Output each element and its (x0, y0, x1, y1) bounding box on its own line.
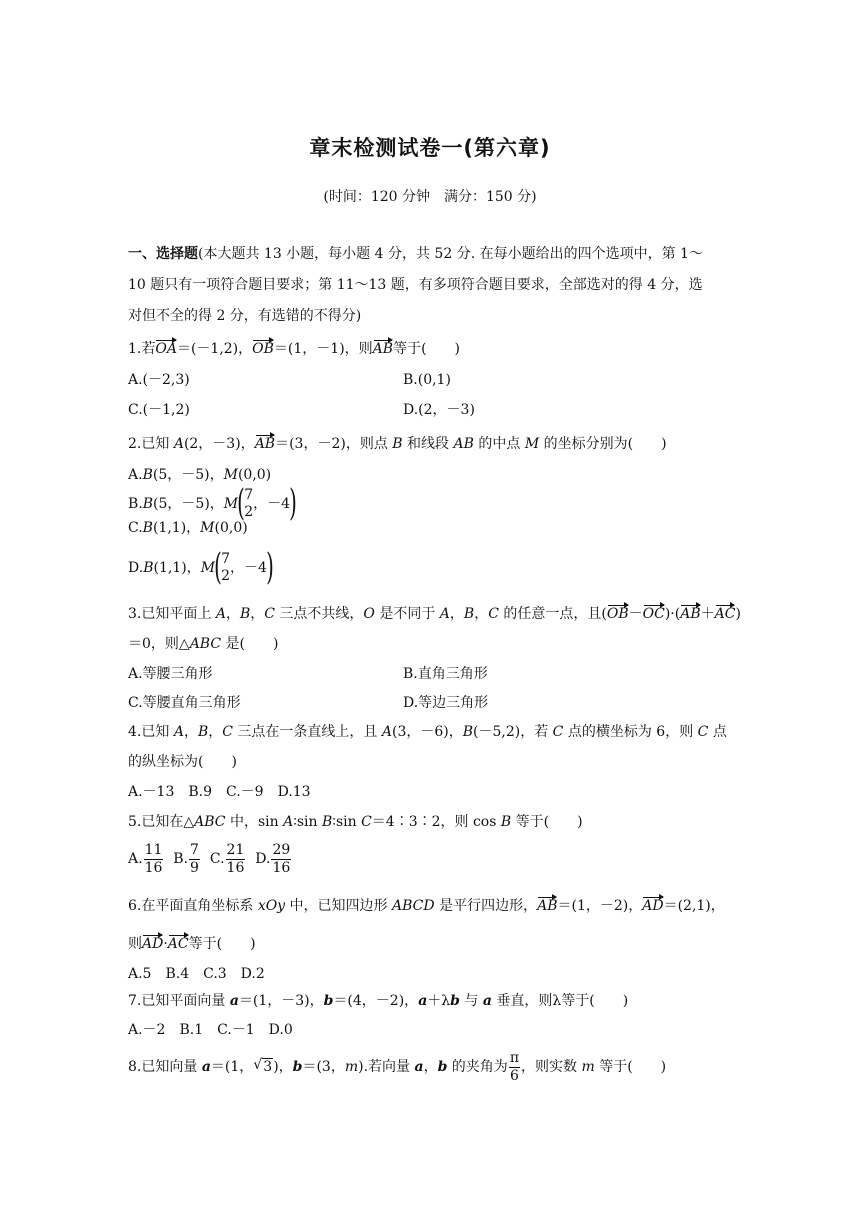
vector-ac: AC (167, 936, 189, 952)
question-8 (128, 1048, 666, 1086)
q-text: 等于( ) (511, 814, 583, 830)
frac-den: 6 (509, 1067, 519, 1084)
q6-options: A.5 B.4 C.3 D.2 (128, 966, 265, 982)
vector-a: a (482, 993, 492, 1009)
question-6 (128, 896, 725, 916)
q-var: B (143, 560, 154, 576)
q2-option-b (128, 483, 297, 524)
frac-num: 29 (272, 841, 291, 858)
q-text: A. (128, 467, 143, 483)
q-text: 3.已知平面上 (128, 606, 216, 622)
q-var: xOy (257, 898, 286, 914)
q-text: ， (208, 724, 223, 740)
q-text: 和线段 (402, 436, 454, 452)
q-text: (0,0) (237, 467, 272, 483)
q-text: ＝0，则△ (128, 636, 190, 652)
q-var: C (488, 606, 499, 622)
q-text: 4.已知 (128, 724, 174, 740)
q-var: B (392, 436, 403, 452)
q-var: A (215, 606, 226, 622)
q7-options: A.－2 B.1 C.－1 D.0 (128, 1022, 293, 1038)
vector-a: a (418, 993, 428, 1009)
q-var: B (463, 606, 475, 622)
q-text: ， (474, 606, 489, 622)
vector-ob: OB (606, 606, 629, 622)
open-paren: ( (237, 483, 246, 524)
q-var: B (197, 724, 209, 740)
q-text: ).若向量 (358, 1059, 415, 1075)
q-text: ， (423, 1059, 438, 1075)
fraction (271, 842, 291, 877)
q-var: C (697, 724, 709, 740)
q-text: A. (128, 851, 143, 867)
q1-option-a: A.(－2,3) (128, 372, 190, 388)
vector-b: b (323, 993, 334, 1009)
q-text: ，－4 (230, 560, 267, 576)
frac-num: 7 (244, 487, 254, 503)
q-text: 的任意一点，且( (498, 606, 607, 622)
section-desc-2: 10 题只有一项符合题目要求；第 11～13 题，有多项符合题目要求，全部选对的得 4 分，选 (128, 277, 703, 293)
q-text: (5，－5)， (152, 467, 224, 483)
vector-oa: OA (155, 341, 177, 357)
frac-num: 7 (190, 841, 199, 858)
q-text: 1.若 (128, 341, 156, 357)
q2-option-a (128, 465, 271, 485)
vector-ad: AD (642, 898, 664, 914)
vector-ab: AB (537, 898, 558, 914)
q-text: ＝4∶3∶2，则 cos (371, 814, 501, 830)
vector-ac: AC (714, 606, 736, 622)
q-text: (5，－5)， (153, 496, 224, 512)
q-var: C (222, 724, 233, 740)
q-var: M (200, 520, 215, 536)
q-text: ， (250, 606, 265, 622)
close-paren: ) (266, 547, 274, 588)
q-text: － (628, 606, 643, 622)
frac-den: 16 (144, 859, 163, 876)
frac-den: 9 (190, 859, 199, 876)
q-text: (1,1)， (153, 560, 201, 576)
q-var: B (239, 606, 251, 622)
q-var: B (462, 724, 474, 740)
q-text: ， (449, 606, 464, 622)
section-desc-3: 对但不全的得 2 分，有选错的不得分) (128, 308, 362, 324)
q-text: ＝(－1,2)， (176, 341, 253, 357)
q-text: C. (209, 851, 225, 867)
question-1 (128, 339, 460, 359)
q1-option-d: D.(2，－3) (403, 402, 475, 418)
q-var: A (173, 436, 184, 452)
q-var: O (363, 606, 375, 622)
frac-num: 21 (226, 841, 245, 858)
fraction (244, 487, 253, 521)
q-text: 等于( ) (594, 1059, 667, 1075)
q-text: ＋λ (427, 993, 451, 1009)
q4-options: A.－13 B.9 C.－9 D.13 (128, 784, 311, 800)
fraction (189, 842, 200, 877)
section-desc-1: (本大题共 13 小题，每小题 4 分，共 52 分. 在每小题给出的四个选项中，第 1～ (198, 246, 703, 262)
q-text: ，则实数 (521, 1059, 582, 1075)
q3-option-d: D.等边三角形 (403, 695, 489, 711)
q-text: C. (128, 520, 143, 536)
q-text: )， (273, 1059, 293, 1075)
exam-info: (时间：120 分钟 满分：150 分) (323, 189, 537, 205)
q-var: A (381, 724, 392, 740)
q-var: B (500, 814, 512, 830)
q-var: m (344, 1059, 359, 1075)
vector-a: a (201, 1059, 211, 1075)
q-text: 等于( ) (393, 341, 461, 357)
q-text: 中，sin (225, 814, 284, 830)
q-text: 中，已知四边形 (285, 898, 393, 914)
q-text: 三点不共线， (274, 606, 364, 622)
q-text: ＝(3，－2)，则点 (275, 436, 393, 452)
page-title: 章末检测试卷一(第六章) (309, 136, 551, 160)
q-text: ＝(1，－1)，则 (273, 341, 373, 357)
q-text: 7.已知平面向量 (128, 993, 230, 1009)
fraction (144, 842, 164, 877)
sqrt (253, 1048, 273, 1086)
q3-option-b: B.直角三角形 (403, 666, 488, 682)
q-var: A (173, 724, 184, 740)
vector-oc: OC (642, 606, 665, 622)
q-text: 是( ) (221, 636, 279, 652)
q-text: 是不同于 (374, 606, 440, 622)
q-var: M (223, 467, 238, 483)
q3-option-a: A.等腰三角形 (128, 666, 213, 682)
q-text: 点的横坐标为 6，则 (563, 724, 698, 740)
frac-den: 16 (226, 859, 245, 876)
q-text: ∶sin (332, 814, 362, 830)
q-text: 2.已知 (128, 436, 174, 452)
q-var: B (142, 496, 154, 512)
q-var: M (524, 436, 540, 452)
question-2 (128, 434, 667, 454)
q-text: (2，－3)， (183, 436, 255, 452)
q-text: (1,1)， (152, 520, 201, 536)
q-text: ， (225, 606, 240, 622)
vector-ab: AB (372, 341, 394, 357)
fraction (226, 842, 246, 877)
q-var: C (361, 814, 372, 830)
q-var: m (581, 1059, 595, 1075)
q-text: 点 (708, 724, 727, 740)
q-text: D. (128, 560, 144, 576)
fraction (509, 1050, 520, 1085)
q-text: ＋ (700, 606, 715, 622)
q-text: ，－4 (253, 496, 291, 512)
question-7 (128, 991, 628, 1011)
q-text: ＝(4，－2)， (333, 993, 419, 1009)
q-text: 三点在一条直线上，且 (232, 724, 382, 740)
q-text: 的坐标分别为( ) (539, 436, 667, 452)
q-text: ＝(1， (210, 1059, 254, 1075)
q-text: 的中点 (473, 436, 525, 452)
q5-options (128, 840, 292, 878)
q-text: 8.已知向量 (128, 1059, 202, 1075)
section-heading: 一、选择题 (128, 246, 198, 262)
q-text: 是平行四边形， (434, 898, 538, 914)
vector-a: a (229, 993, 239, 1009)
q2-option-c (128, 518, 248, 538)
fraction (221, 551, 230, 585)
q-text: (－5,2)，若 (473, 724, 553, 740)
q-var: AB (453, 436, 474, 452)
frac-den: 2 (244, 504, 254, 520)
q-text: ＝(1，－2)， (557, 898, 643, 914)
q-text: ) (735, 606, 741, 622)
q-var: C (264, 606, 275, 622)
q-var: ABC (189, 636, 222, 652)
q1-option-b: B.(0,1) (403, 372, 451, 388)
q-text: B. (173, 851, 189, 867)
q-text: B. (128, 496, 143, 512)
question-4-line-2: 的纵坐标为( ) (128, 754, 237, 770)
q-text: ＝(3， (302, 1059, 345, 1075)
q-text: 6.在平面直角坐标系 (128, 898, 258, 914)
frac-den: 16 (272, 859, 291, 876)
question-6-line-2 (128, 934, 256, 954)
q-text: ， (183, 724, 198, 740)
q3-option-c: C.等腰直角三角形 (128, 695, 241, 711)
q-text: ＝(2,1)， (663, 898, 725, 914)
vector-b: b (292, 1059, 303, 1075)
q-text: 与 (459, 993, 483, 1009)
q-var: A (283, 814, 294, 830)
vector-b: b (437, 1059, 448, 1075)
question-5 (128, 812, 583, 832)
q-var: A (439, 606, 450, 622)
q-var: B (142, 520, 153, 536)
q-var: M (200, 560, 216, 576)
vector-a: a (414, 1059, 424, 1075)
q-var: ABCD (392, 898, 435, 914)
close-paren: ) (289, 483, 297, 524)
vector-ob: OB (252, 341, 274, 357)
q-var: B (322, 814, 333, 830)
frac-num: π (509, 1049, 520, 1066)
vector-ab: AB (680, 606, 701, 622)
q-text: 等于( ) (188, 936, 256, 952)
vector-b: b (450, 993, 460, 1009)
question-3 (128, 604, 741, 624)
question-4 (128, 722, 727, 742)
q-text: (3，－6)， (391, 724, 463, 740)
vector-ad: AD (142, 936, 164, 952)
q-var: M (223, 496, 239, 512)
q-var: C (552, 724, 564, 740)
q-text: ＝(1，－3)， (238, 993, 324, 1009)
q-text: D. (255, 851, 271, 867)
section-header (128, 244, 703, 264)
q-var: ABC (194, 814, 226, 830)
q1-option-c: C.(－1,2) (128, 402, 190, 418)
q-text: )·( (664, 606, 681, 622)
q-text: ∶sin (293, 814, 322, 830)
open-paren: ( (214, 547, 222, 588)
q-text: 的夹角为 (447, 1059, 508, 1075)
frac-num: 11 (144, 841, 163, 858)
question-3-line-2 (128, 634, 278, 654)
q-var: B (142, 467, 153, 483)
sqrt-value: 3 (263, 1059, 273, 1075)
q-text: · (163, 936, 168, 952)
q2-option-d (128, 547, 274, 588)
frac-den: 2 (221, 568, 230, 584)
q-text: 垂直，则λ等于( ) (491, 993, 629, 1009)
vector-ab: AB (254, 436, 276, 452)
frac-num: 7 (221, 551, 230, 567)
q-text: (0,0) (214, 520, 248, 536)
q-text: 则 (128, 936, 142, 952)
q-text: 5.已知在△ (128, 814, 195, 830)
